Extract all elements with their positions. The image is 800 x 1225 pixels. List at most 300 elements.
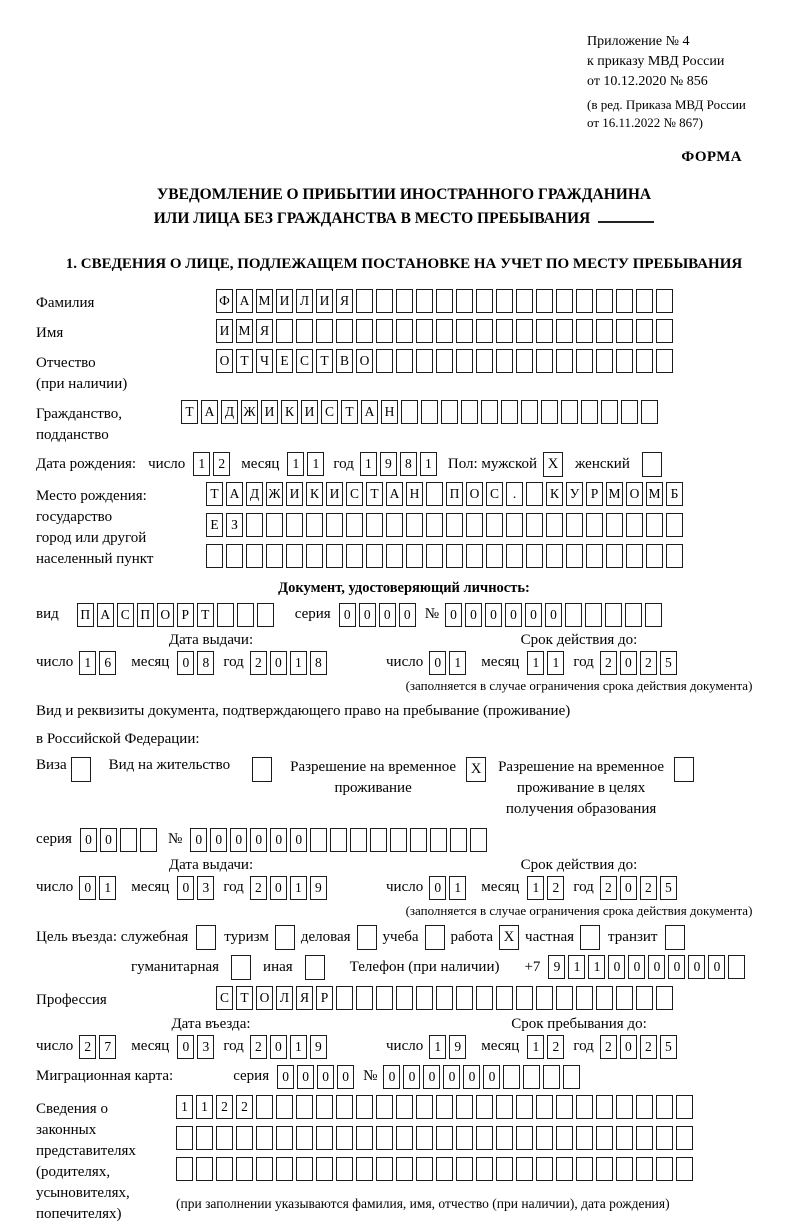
char-box bbox=[516, 289, 533, 313]
char-box: 0 bbox=[399, 603, 416, 627]
temp-permit-edu-checkbox[interactable] bbox=[674, 757, 694, 782]
char-box bbox=[396, 1095, 413, 1119]
char-box bbox=[386, 513, 403, 537]
char-box bbox=[476, 1126, 493, 1150]
patronymic-label-line2: (при наличии) bbox=[36, 375, 128, 392]
purpose-label: Цель въезда: служебная bbox=[36, 928, 189, 945]
char-box bbox=[370, 828, 387, 852]
char-box bbox=[641, 400, 658, 424]
char-box bbox=[481, 400, 498, 424]
sex-female-checkbox[interactable] bbox=[642, 452, 662, 477]
permit-valid-day-boxes[interactable] bbox=[429, 876, 469, 900]
char-box bbox=[576, 986, 593, 1010]
char-box bbox=[566, 544, 583, 568]
char-box: 5 bbox=[660, 651, 677, 675]
citizenship-boxes[interactable] bbox=[181, 400, 661, 424]
char-box: 0 bbox=[317, 1065, 334, 1089]
char-box: 0 bbox=[688, 955, 705, 979]
sex-male-label: Пол: мужской bbox=[447, 455, 538, 472]
sex-female-label: женский bbox=[575, 455, 630, 472]
birth-year-label: год bbox=[333, 455, 354, 472]
document-title bbox=[36, 183, 772, 231]
char-box bbox=[486, 513, 503, 537]
char-box bbox=[436, 349, 453, 373]
char-box bbox=[656, 319, 673, 343]
char-box bbox=[326, 544, 343, 568]
char-box bbox=[616, 986, 633, 1010]
char-box: А bbox=[97, 603, 114, 627]
legal-reps-label-line1: Сведения о bbox=[36, 1100, 108, 1117]
char-box bbox=[476, 289, 493, 313]
char-box bbox=[356, 289, 373, 313]
char-box: 0 bbox=[525, 603, 542, 627]
char-box bbox=[256, 1095, 273, 1119]
birth-day-label: число bbox=[148, 455, 186, 472]
char-box: П bbox=[77, 603, 94, 627]
char-box: 1 bbox=[307, 452, 324, 476]
char-box bbox=[316, 1157, 333, 1181]
passport-valid-year-boxes[interactable] bbox=[600, 651, 680, 675]
char-box: 0 bbox=[668, 955, 685, 979]
visa-checkbox[interactable] bbox=[71, 757, 91, 782]
char-box bbox=[656, 1157, 673, 1181]
char-box: 0 bbox=[465, 603, 482, 627]
char-box bbox=[456, 1157, 473, 1181]
char-box bbox=[390, 828, 407, 852]
char-box: М bbox=[256, 289, 273, 313]
patronymic-boxes[interactable] bbox=[216, 349, 676, 373]
char-box bbox=[526, 513, 543, 537]
char-box bbox=[526, 482, 543, 506]
passport-issue-heading: Дата выдачи: bbox=[168, 631, 254, 648]
char-box bbox=[596, 986, 613, 1010]
char-box: С bbox=[296, 349, 313, 373]
char-box bbox=[516, 349, 533, 373]
char-box bbox=[266, 544, 283, 568]
char-box: О bbox=[466, 482, 483, 506]
sex-male-checkbox[interactable]: X bbox=[543, 452, 563, 477]
doc-number-label: № bbox=[424, 606, 439, 623]
char-box bbox=[236, 1157, 253, 1181]
char-box: И bbox=[261, 400, 278, 424]
char-box bbox=[625, 603, 642, 627]
permit-valid-year-boxes[interactable] bbox=[600, 876, 680, 900]
char-box: 1 bbox=[420, 452, 437, 476]
purpose-gumanitarnaya-checkbox[interactable] bbox=[231, 955, 251, 980]
char-box: 0 bbox=[100, 828, 117, 852]
doc-series-label: серия bbox=[294, 606, 331, 623]
char-box bbox=[636, 349, 653, 373]
char-box: 5 bbox=[660, 1035, 677, 1059]
char-box bbox=[676, 1126, 693, 1150]
char-box bbox=[676, 1095, 693, 1119]
lastname-boxes[interactable] bbox=[216, 289, 676, 313]
char-box bbox=[336, 1126, 353, 1150]
char-box: 0 bbox=[297, 1065, 314, 1089]
birth-year-boxes[interactable] bbox=[360, 452, 440, 476]
purpose-turizm-checkbox[interactable] bbox=[275, 925, 295, 950]
char-box: Т bbox=[316, 349, 333, 373]
char-box: 1 bbox=[290, 876, 307, 900]
char-box: . bbox=[506, 482, 523, 506]
char-box bbox=[496, 1157, 513, 1181]
phone-prefix: +7 bbox=[524, 958, 541, 975]
birthplace-row3-boxes[interactable] bbox=[206, 544, 686, 568]
char-box: 2 bbox=[216, 1095, 233, 1119]
char-box bbox=[456, 1126, 473, 1150]
permit-number-boxes[interactable] bbox=[190, 828, 490, 852]
char-box: 8 bbox=[197, 651, 214, 675]
char-box: 0 bbox=[620, 651, 637, 675]
legal-reps-label bbox=[36, 1095, 176, 1225]
char-box bbox=[456, 289, 473, 313]
char-box bbox=[516, 986, 533, 1010]
passport-valid-day-label: число bbox=[386, 654, 424, 671]
char-box: 0 bbox=[190, 828, 207, 852]
char-box: М bbox=[236, 319, 253, 343]
birthplace-label-line1: Место рождения: bbox=[36, 487, 147, 504]
birthplace-label-line2: государство bbox=[36, 508, 113, 525]
char-box bbox=[536, 319, 553, 343]
legal-reps-label-line4: (родителях, bbox=[36, 1163, 111, 1180]
birthplace-label-line4: населенный пункт bbox=[36, 550, 154, 567]
birthplace-row1-boxes[interactable] bbox=[206, 482, 686, 506]
entry-date-line bbox=[36, 1035, 386, 1059]
char-box: Я bbox=[296, 986, 313, 1010]
purpose-tranzit-checkbox[interactable] bbox=[665, 925, 685, 950]
char-box: 0 bbox=[270, 876, 287, 900]
purpose-rabota-checkbox[interactable]: X bbox=[499, 925, 519, 950]
char-box: С bbox=[486, 482, 503, 506]
legal-reps-label-line3: представителях bbox=[36, 1142, 136, 1159]
char-box bbox=[476, 319, 493, 343]
char-box bbox=[416, 1095, 433, 1119]
legal-reps-label-line5: усыновителях, bbox=[36, 1184, 130, 1201]
char-box bbox=[376, 319, 393, 343]
char-box: Р bbox=[586, 482, 603, 506]
permit-valid-month-boxes[interactable] bbox=[527, 876, 567, 900]
passport-issue-year-boxes[interactable] bbox=[250, 651, 330, 675]
char-box bbox=[256, 1157, 273, 1181]
char-box bbox=[556, 986, 573, 1010]
char-box: П bbox=[446, 482, 463, 506]
permit-issue-year-label: год bbox=[223, 879, 244, 896]
char-box: 0 bbox=[339, 603, 356, 627]
temp-permit-edu-label-line2: проживание в целях bbox=[516, 779, 646, 796]
char-box: 0 bbox=[620, 876, 637, 900]
char-box bbox=[296, 1157, 313, 1181]
birthdate-label: Дата рождения: bbox=[36, 455, 137, 472]
doc-number-boxes[interactable] bbox=[445, 603, 665, 627]
char-box bbox=[476, 986, 493, 1010]
entry-month-boxes[interactable] bbox=[177, 1035, 217, 1059]
char-box bbox=[356, 1095, 373, 1119]
char-box: 0 bbox=[545, 603, 562, 627]
char-box: 1 bbox=[527, 876, 544, 900]
char-box: Т bbox=[236, 986, 253, 1010]
char-box bbox=[236, 1126, 253, 1150]
residence-permit-checkbox[interactable] bbox=[252, 757, 272, 782]
entry-month-label: месяц bbox=[131, 1038, 170, 1055]
stay-day-boxes[interactable] bbox=[429, 1035, 469, 1059]
char-box bbox=[306, 544, 323, 568]
char-box: 2 bbox=[640, 876, 657, 900]
passport-valid-day-boxes[interactable] bbox=[429, 651, 469, 675]
char-box bbox=[536, 349, 553, 373]
title-blank-line bbox=[598, 209, 654, 222]
char-box bbox=[656, 289, 673, 313]
char-box: П bbox=[137, 603, 154, 627]
char-box: 6 bbox=[99, 651, 116, 675]
char-box bbox=[430, 828, 447, 852]
char-box bbox=[585, 603, 602, 627]
char-box: У bbox=[566, 482, 583, 506]
char-box bbox=[616, 289, 633, 313]
char-box bbox=[666, 544, 683, 568]
char-box: 0 bbox=[429, 651, 446, 675]
citizenship-label-line2: подданство bbox=[36, 426, 109, 443]
row-migration-card bbox=[36, 1065, 772, 1089]
char-box: К bbox=[306, 482, 323, 506]
char-box: 0 bbox=[277, 1065, 294, 1089]
passport-issue-month-boxes[interactable] bbox=[177, 651, 217, 675]
char-box: 1 bbox=[99, 876, 116, 900]
char-box bbox=[456, 349, 473, 373]
permit-series-label: серия bbox=[36, 831, 72, 848]
row-firstname bbox=[36, 319, 772, 344]
char-box bbox=[330, 828, 347, 852]
char-box bbox=[346, 544, 363, 568]
permit-issue-year-boxes[interactable] bbox=[250, 876, 330, 900]
char-box: 7 bbox=[99, 1035, 116, 1059]
entry-date-heading: Дата въезда: bbox=[171, 1015, 251, 1032]
doc-series-boxes[interactable] bbox=[339, 603, 419, 627]
temp-permit-label-line2: проживание bbox=[334, 779, 412, 796]
entry-year-boxes[interactable] bbox=[250, 1035, 330, 1059]
char-box bbox=[605, 603, 622, 627]
char-box: 2 bbox=[600, 1035, 617, 1059]
char-box: В bbox=[336, 349, 353, 373]
purpose-delovaya-checkbox[interactable] bbox=[357, 925, 377, 950]
char-box: 9 bbox=[548, 955, 565, 979]
char-box: С bbox=[117, 603, 134, 627]
char-box bbox=[376, 1126, 393, 1150]
char-box bbox=[728, 955, 745, 979]
char-box bbox=[416, 319, 433, 343]
mig-series-boxes[interactable] bbox=[277, 1065, 357, 1089]
legal-reps-row1-boxes[interactable] bbox=[176, 1095, 696, 1119]
resid-doc-line2: в Российской Федерации: bbox=[36, 731, 200, 748]
char-box bbox=[636, 1126, 653, 1150]
stay-month-boxes[interactable] bbox=[527, 1035, 567, 1059]
char-box bbox=[257, 603, 274, 627]
char-box bbox=[556, 1095, 573, 1119]
char-box bbox=[636, 289, 653, 313]
char-box: 0 bbox=[337, 1065, 354, 1089]
char-box bbox=[496, 986, 513, 1010]
birth-month-boxes[interactable] bbox=[287, 452, 327, 476]
purpose-turizm-label: туризм bbox=[224, 928, 269, 945]
title-line-2: ИЛИ ЛИЦА БЕЗ ГРАЖДАНСТВА В МЕСТО ПРЕБЫВАНИЯ bbox=[153, 209, 591, 227]
char-box: 1 bbox=[196, 1095, 213, 1119]
char-box bbox=[546, 513, 563, 537]
char-box bbox=[596, 289, 613, 313]
char-box: О bbox=[626, 482, 643, 506]
char-box bbox=[316, 1126, 333, 1150]
char-box bbox=[666, 513, 683, 537]
char-box bbox=[556, 1157, 573, 1181]
char-box: 3 bbox=[197, 1035, 214, 1059]
profession-boxes[interactable] bbox=[216, 986, 676, 1010]
birth-month-label: месяц bbox=[241, 455, 280, 472]
char-box: 1 bbox=[360, 452, 377, 476]
purpose-chastnaya-checkbox[interactable] bbox=[580, 925, 600, 950]
char-box bbox=[596, 349, 613, 373]
char-box: 0 bbox=[210, 828, 227, 852]
permit-issue-month-boxes[interactable] bbox=[177, 876, 217, 900]
passport-valid-month-boxes[interactable] bbox=[527, 651, 567, 675]
char-box: Т bbox=[366, 482, 383, 506]
birth-day-boxes[interactable] bbox=[193, 452, 233, 476]
char-box bbox=[376, 1157, 393, 1181]
char-box bbox=[456, 319, 473, 343]
char-box: А bbox=[201, 400, 218, 424]
legal-reps-row3-boxes[interactable] bbox=[176, 1157, 696, 1181]
legal-reps-note: (при заполнении указываются фамилия, имя, отчество (при наличии), дата рождения) bbox=[176, 1195, 670, 1211]
permit-series-boxes[interactable] bbox=[80, 828, 160, 852]
char-box bbox=[376, 1095, 393, 1119]
firstname-boxes[interactable] bbox=[216, 319, 676, 343]
char-box bbox=[536, 1157, 553, 1181]
char-box bbox=[636, 986, 653, 1010]
stay-until-line bbox=[386, 1035, 772, 1059]
stay-until-col bbox=[386, 1016, 772, 1059]
char-box: И bbox=[316, 289, 333, 313]
mig-number-boxes[interactable] bbox=[383, 1065, 583, 1089]
char-box bbox=[226, 544, 243, 568]
passport-dates bbox=[36, 632, 772, 694]
char-box: Н bbox=[406, 482, 423, 506]
char-box bbox=[410, 828, 427, 852]
phone-label: Телефон (при наличии) bbox=[349, 958, 500, 975]
row-lastname bbox=[36, 289, 772, 314]
char-box bbox=[576, 1095, 593, 1119]
stay-year-boxes[interactable] bbox=[600, 1035, 680, 1059]
purpose-sluzhebnaya-checkbox[interactable] bbox=[196, 925, 216, 950]
char-box bbox=[346, 513, 363, 537]
char-box bbox=[466, 544, 483, 568]
permit-validity-note: (заполняется в случае ограничения срока действия документа) bbox=[405, 902, 753, 918]
char-box bbox=[256, 1126, 273, 1150]
char-box: 0 bbox=[628, 955, 645, 979]
legal-reps-label-line2: законных bbox=[36, 1121, 97, 1138]
doc-kind-label: вид bbox=[36, 606, 59, 623]
passport-issue-day-boxes[interactable] bbox=[79, 651, 119, 675]
mig-number-label: № bbox=[363, 1068, 378, 1085]
char-box bbox=[246, 544, 263, 568]
char-box bbox=[406, 544, 423, 568]
purpose-delovaya-label: деловая bbox=[300, 928, 351, 945]
char-box bbox=[556, 289, 573, 313]
char-box: 2 bbox=[640, 1035, 657, 1059]
entry-day-boxes[interactable] bbox=[79, 1035, 119, 1059]
char-box bbox=[536, 289, 553, 313]
char-box: 0 bbox=[250, 828, 267, 852]
char-box bbox=[506, 544, 523, 568]
char-box: А bbox=[386, 482, 403, 506]
purpose-tranzit-label: транзит bbox=[608, 928, 658, 945]
birthplace-row2-boxes[interactable] bbox=[206, 513, 686, 537]
migration-card-label: Миграционная карта: bbox=[36, 1068, 174, 1085]
char-box bbox=[596, 1126, 613, 1150]
char-box: Т bbox=[181, 400, 198, 424]
visa-label: Виза bbox=[36, 756, 67, 773]
passport-issue-day-label: число bbox=[36, 654, 74, 671]
phone-boxes[interactable] bbox=[548, 955, 748, 979]
passport-valid-year-label: год bbox=[573, 654, 594, 671]
passport-issue-year-label: год bbox=[223, 654, 244, 671]
passport-valid-month-label: месяц bbox=[481, 654, 520, 671]
patronymic-label bbox=[36, 349, 216, 395]
char-box: 1 bbox=[449, 876, 466, 900]
char-box bbox=[576, 319, 593, 343]
char-box: 0 bbox=[79, 876, 96, 900]
char-box bbox=[470, 828, 487, 852]
row-profession bbox=[36, 986, 772, 1011]
visa-group bbox=[36, 757, 91, 782]
char-box bbox=[496, 289, 513, 313]
char-box: Е bbox=[206, 513, 223, 537]
char-box bbox=[656, 986, 673, 1010]
residence-permit-label: Вид на жительство bbox=[108, 756, 231, 773]
char-box bbox=[546, 544, 563, 568]
char-box bbox=[217, 603, 234, 627]
char-box: И bbox=[326, 482, 343, 506]
char-box: Т bbox=[197, 603, 214, 627]
char-box bbox=[626, 513, 643, 537]
char-box bbox=[416, 1157, 433, 1181]
char-box bbox=[396, 1157, 413, 1181]
doc-kind-boxes[interactable] bbox=[77, 603, 277, 627]
char-box bbox=[616, 1126, 633, 1150]
char-box bbox=[140, 828, 157, 852]
permit-issue-month-label: месяц bbox=[131, 879, 170, 896]
permit-valid-day-label: число bbox=[386, 879, 424, 896]
char-box bbox=[266, 513, 283, 537]
permit-number-label: № bbox=[167, 831, 183, 848]
char-box: Т bbox=[236, 349, 253, 373]
birthplace-boxes-col bbox=[206, 482, 772, 575]
char-box bbox=[563, 1065, 580, 1089]
char-box: 0 bbox=[443, 1065, 460, 1089]
char-box: 2 bbox=[640, 651, 657, 675]
permit-issue-day-boxes[interactable] bbox=[79, 876, 119, 900]
legal-reps-row2-boxes[interactable] bbox=[176, 1126, 696, 1150]
char-box bbox=[196, 1126, 213, 1150]
birthplace-label-line3: город или другой bbox=[36, 529, 147, 546]
char-box: 1 bbox=[547, 651, 564, 675]
purpose-gumanitarnaya-label: гуманитарная bbox=[131, 958, 220, 975]
char-box: Л bbox=[296, 289, 313, 313]
purpose-ucheba-checkbox[interactable] bbox=[425, 925, 445, 950]
char-box bbox=[556, 349, 573, 373]
temp-permit-checkbox[interactable]: X bbox=[466, 757, 486, 782]
char-box bbox=[496, 349, 513, 373]
purpose-inaya-checkbox[interactable] bbox=[305, 955, 325, 980]
char-box: 8 bbox=[310, 651, 327, 675]
header-line-1: Приложение № 4 bbox=[587, 34, 690, 49]
char-box bbox=[561, 400, 578, 424]
